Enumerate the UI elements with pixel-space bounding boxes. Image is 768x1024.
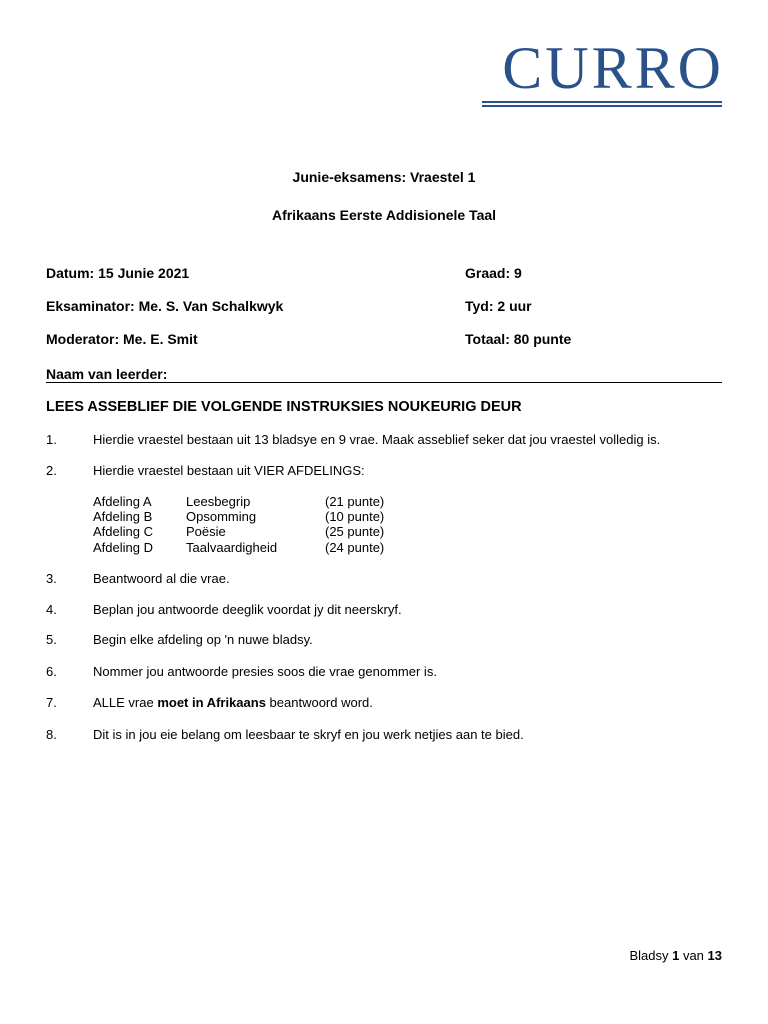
- instruction-number: 7.: [46, 695, 57, 710]
- section-name: Afdeling B: [93, 509, 153, 524]
- instruction-number: 1.: [46, 432, 57, 447]
- instruction-number: 3.: [46, 571, 57, 586]
- instruction-text: Nommer jou antwoorde presies soos die vrae genommer is.: [93, 664, 437, 679]
- instruction-text: [93, 695, 373, 711]
- instruction-text: Hierdie vraestel bestaan uit VIER AFDELINGS:: [93, 463, 365, 478]
- instruction-number: 2.: [46, 463, 57, 478]
- learner-name-line: [46, 382, 722, 383]
- page-footer: [629, 948, 722, 963]
- exam-examiner: Eksaminator: Me. S. Van Schalkwyk: [46, 298, 284, 314]
- instruction-text: Dit is in jou eie belang om leesbaar te skryf en jou werk netjies aan te bied.: [93, 727, 524, 742]
- section-marks: (25 punte): [325, 524, 385, 539]
- instruction-text: Hierdie vraestel bestaan uit 13 bladsye en 9 vrae. Maak asseblief seker dat jou vraestel volledig is.: [93, 432, 661, 447]
- footer-page-total: 13: [707, 948, 722, 963]
- curro-logo: [478, 35, 724, 101]
- logo-underline: [482, 101, 722, 103]
- instructions-heading: LEES ASSEBLIEF DIE VOLGENDE INSTRUKSIES NOUKEURIG DEUR: [46, 399, 522, 415]
- instruction-number: 6.: [46, 664, 57, 679]
- logo-underline-2: [482, 105, 722, 107]
- footer-prefix: Bladsy: [629, 948, 673, 963]
- instruction-text: Beantwoord al die vrae.: [93, 571, 230, 586]
- exam-date: Datum: 15 Junie 2021: [46, 265, 190, 281]
- instruction-text-part: beantwoord word.: [265, 695, 373, 710]
- section-name: Afdeling D: [93, 540, 153, 555]
- exam-grade: Graad: 9: [465, 265, 522, 281]
- instruction-number: 4.: [46, 602, 57, 617]
- instruction-text-emphasis: moet in Afrikaans: [157, 695, 266, 710]
- exam-subject: Afrikaans Eerste Addisionele Taal: [271, 207, 497, 223]
- instruction-text: Beplan jou antwoorde deeglik voordat jy dit neerskryf.: [93, 602, 402, 617]
- exam-total: Totaal: 80 punte: [465, 331, 572, 347]
- section-marks: (21 punte): [325, 494, 385, 509]
- section-topic: Taalvaardigheid: [186, 540, 278, 555]
- exam-moderator: Moderator: Me. E. Smit: [46, 331, 198, 347]
- footer-middle: van: [679, 948, 708, 963]
- exam-title: Junie-eksamens: Vraestel 1: [292, 169, 476, 185]
- instruction-number: 8.: [46, 727, 57, 742]
- section-topic: Leesbegrip: [186, 494, 251, 509]
- section-marks: (10 punte): [325, 509, 385, 524]
- section-name: Afdeling C: [93, 524, 153, 539]
- instruction-number: 5.: [46, 632, 57, 647]
- learner-name-label: Naam van leerder:: [46, 366, 168, 382]
- section-topic: Poësie: [186, 524, 226, 539]
- section-marks: (24 punte): [325, 540, 385, 555]
- logo-text: CURRO: [502, 35, 724, 101]
- exam-time: Tyd: 2 uur: [465, 298, 532, 314]
- section-name: Afdeling A: [93, 494, 152, 509]
- section-topic: Opsomming: [186, 509, 257, 524]
- footer-page-number: 1: [672, 948, 680, 963]
- instruction-text-part: ALLE vrae: [93, 695, 158, 710]
- instruction-text: Begin elke afdeling op 'n nuwe bladsy.: [93, 632, 313, 647]
